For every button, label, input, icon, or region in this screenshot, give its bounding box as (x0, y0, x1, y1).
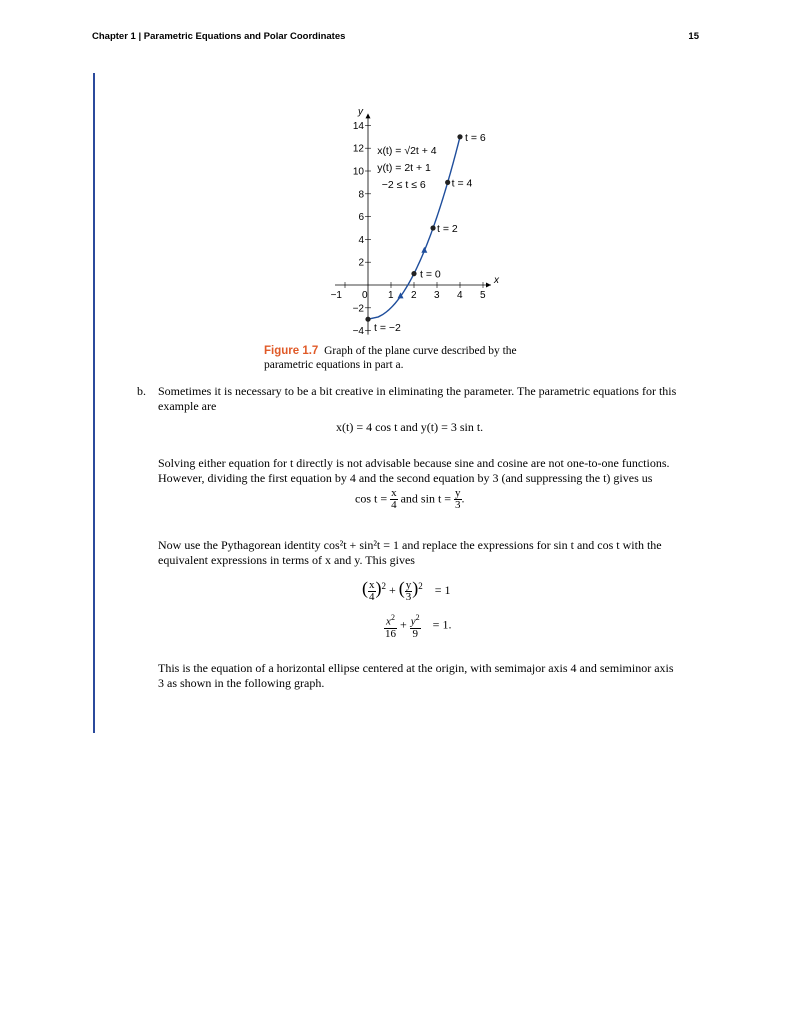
numerator: y (455, 487, 461, 499)
part-b-intro: Sometimes it is necessary to be a bit creative in eliminating the parameter. The parametric equations for this example are (158, 384, 677, 413)
paragraph-solving: Solving either equation for t directly is not advisable because sine and cosine are not one-to-one functions. However, dividing the first equation by 4 and the second equation by 3 (and suppressing the t) gives us (158, 456, 670, 485)
var-y: y (410, 615, 416, 628)
var-x: x (386, 615, 391, 628)
numerator (384, 612, 397, 629)
fraction-x-over-4 (390, 488, 398, 511)
denominator: 4 (391, 499, 397, 511)
x-axis-arrow (486, 283, 491, 288)
y-axis-label: y (358, 106, 363, 118)
equation-cos-sin: cos t = $\frac{x}{4}$ and sin t = $\frac{y}{3}$ . (355, 487, 465, 511)
curve-equation-annotation: y(t) = 2t + 1 (377, 162, 431, 174)
numerator: x (369, 578, 375, 591)
parametric-curve-chart (325, 103, 515, 343)
y-axis-arrow (366, 113, 371, 118)
denominator: 9 (412, 627, 418, 640)
x-tick-label: 5 (480, 290, 486, 301)
x-tick-label: 1 (388, 290, 394, 301)
equation-parametric: x(t) = 4 cos t and y(t) = 3 sin t. (336, 420, 484, 434)
x-tick-label: 3 (434, 290, 440, 301)
equals-one: = 1 (434, 583, 451, 597)
curve-point (411, 271, 416, 276)
figure-caption (264, 344, 554, 372)
y-tick-label: −2 (352, 303, 364, 315)
x-tick-label: 2 (411, 290, 417, 301)
equation-ellipse (384, 612, 451, 640)
denominator: 16 (385, 627, 396, 640)
curve-point (430, 225, 435, 230)
curve-point (445, 180, 450, 185)
y-tick-label: 6 (358, 212, 364, 224)
eq-cos-lhs: cos t = (355, 491, 388, 506)
curve-point (457, 134, 462, 139)
curve-equation-annotation: −2 ≤ t ≤ 6 (381, 179, 426, 192)
exponent: 2 (418, 581, 423, 591)
denominator: 3 (455, 499, 461, 511)
x-tick-label: 4 (457, 290, 463, 301)
chapter-header: Chapter 1 | Parametric Equations and Polar Coordinates (92, 31, 346, 42)
list-marker-b: b. (137, 384, 146, 398)
equation-sum-squares: ( $\frac{x}{4}$ )$^2$ + ( $\frac{y}{3}$ )$^2$ = 1 (362, 578, 451, 603)
exponent: 2 (381, 581, 386, 591)
x-tick-label: −1 (330, 290, 342, 301)
equals-one: = 1. (432, 617, 452, 632)
point-label: t = 0 (420, 268, 441, 281)
section-bar (93, 73, 95, 733)
y-tick-label: 14 (352, 120, 364, 132)
x-tick-label: 0 (362, 290, 368, 301)
y-tick-label: 12 (352, 143, 364, 155)
point-label: t = 4 (451, 177, 473, 190)
page-number: 15 (688, 31, 699, 42)
fraction-y-over-3 (454, 488, 462, 511)
fraction-x-over-4 (368, 580, 376, 603)
y-tick-label: 4 (358, 234, 364, 246)
figure-label: Figure 1.7 (264, 345, 319, 357)
exponent: 2 (390, 613, 395, 622)
paragraph-ellipse: This is the equation of a horizontal ellipse centered at the origin, with semimajor axis 4 and semiminor axis 3 as shown in the following graph. (158, 661, 674, 690)
exponent: 2 (415, 613, 420, 622)
figure-caption-text: Graph of the plane curve described by the parametric equations in part a. (264, 345, 517, 371)
eq-sin-lhs: and sin t = (400, 491, 452, 506)
point-label: t = −2 (374, 322, 401, 335)
numerator (410, 612, 421, 629)
curve-point (365, 317, 370, 322)
denominator: 4 (369, 590, 375, 603)
x-axis-label: x (494, 275, 499, 286)
curve-equation-annotation: x(t) = √2t + 4 (377, 144, 437, 157)
direction-arrow (421, 247, 427, 253)
fraction-y2-over-9 (410, 612, 421, 640)
y-tick-label: 2 (358, 257, 364, 269)
y-tick-label: −4 (352, 326, 364, 338)
numerator: y (405, 578, 412, 591)
y-tick-label: 8 (358, 189, 364, 201)
plus-sign: + (389, 583, 396, 597)
point-label: t = 2 (437, 223, 458, 235)
paragraph-pythagorean: Now use the Pythagorean identity cos²t + sin²t = 1 and replace the expressions for sin t and cos t with the equivalent expressions in terms of x and y. This gives (158, 538, 662, 567)
y-tick-label: 10 (352, 166, 364, 178)
fraction-x2-over-16 (384, 612, 397, 640)
plus-sign: + (400, 617, 407, 632)
numerator: x (391, 487, 397, 499)
point-label: t = 6 (465, 131, 486, 144)
denominator: 3 (405, 590, 412, 603)
